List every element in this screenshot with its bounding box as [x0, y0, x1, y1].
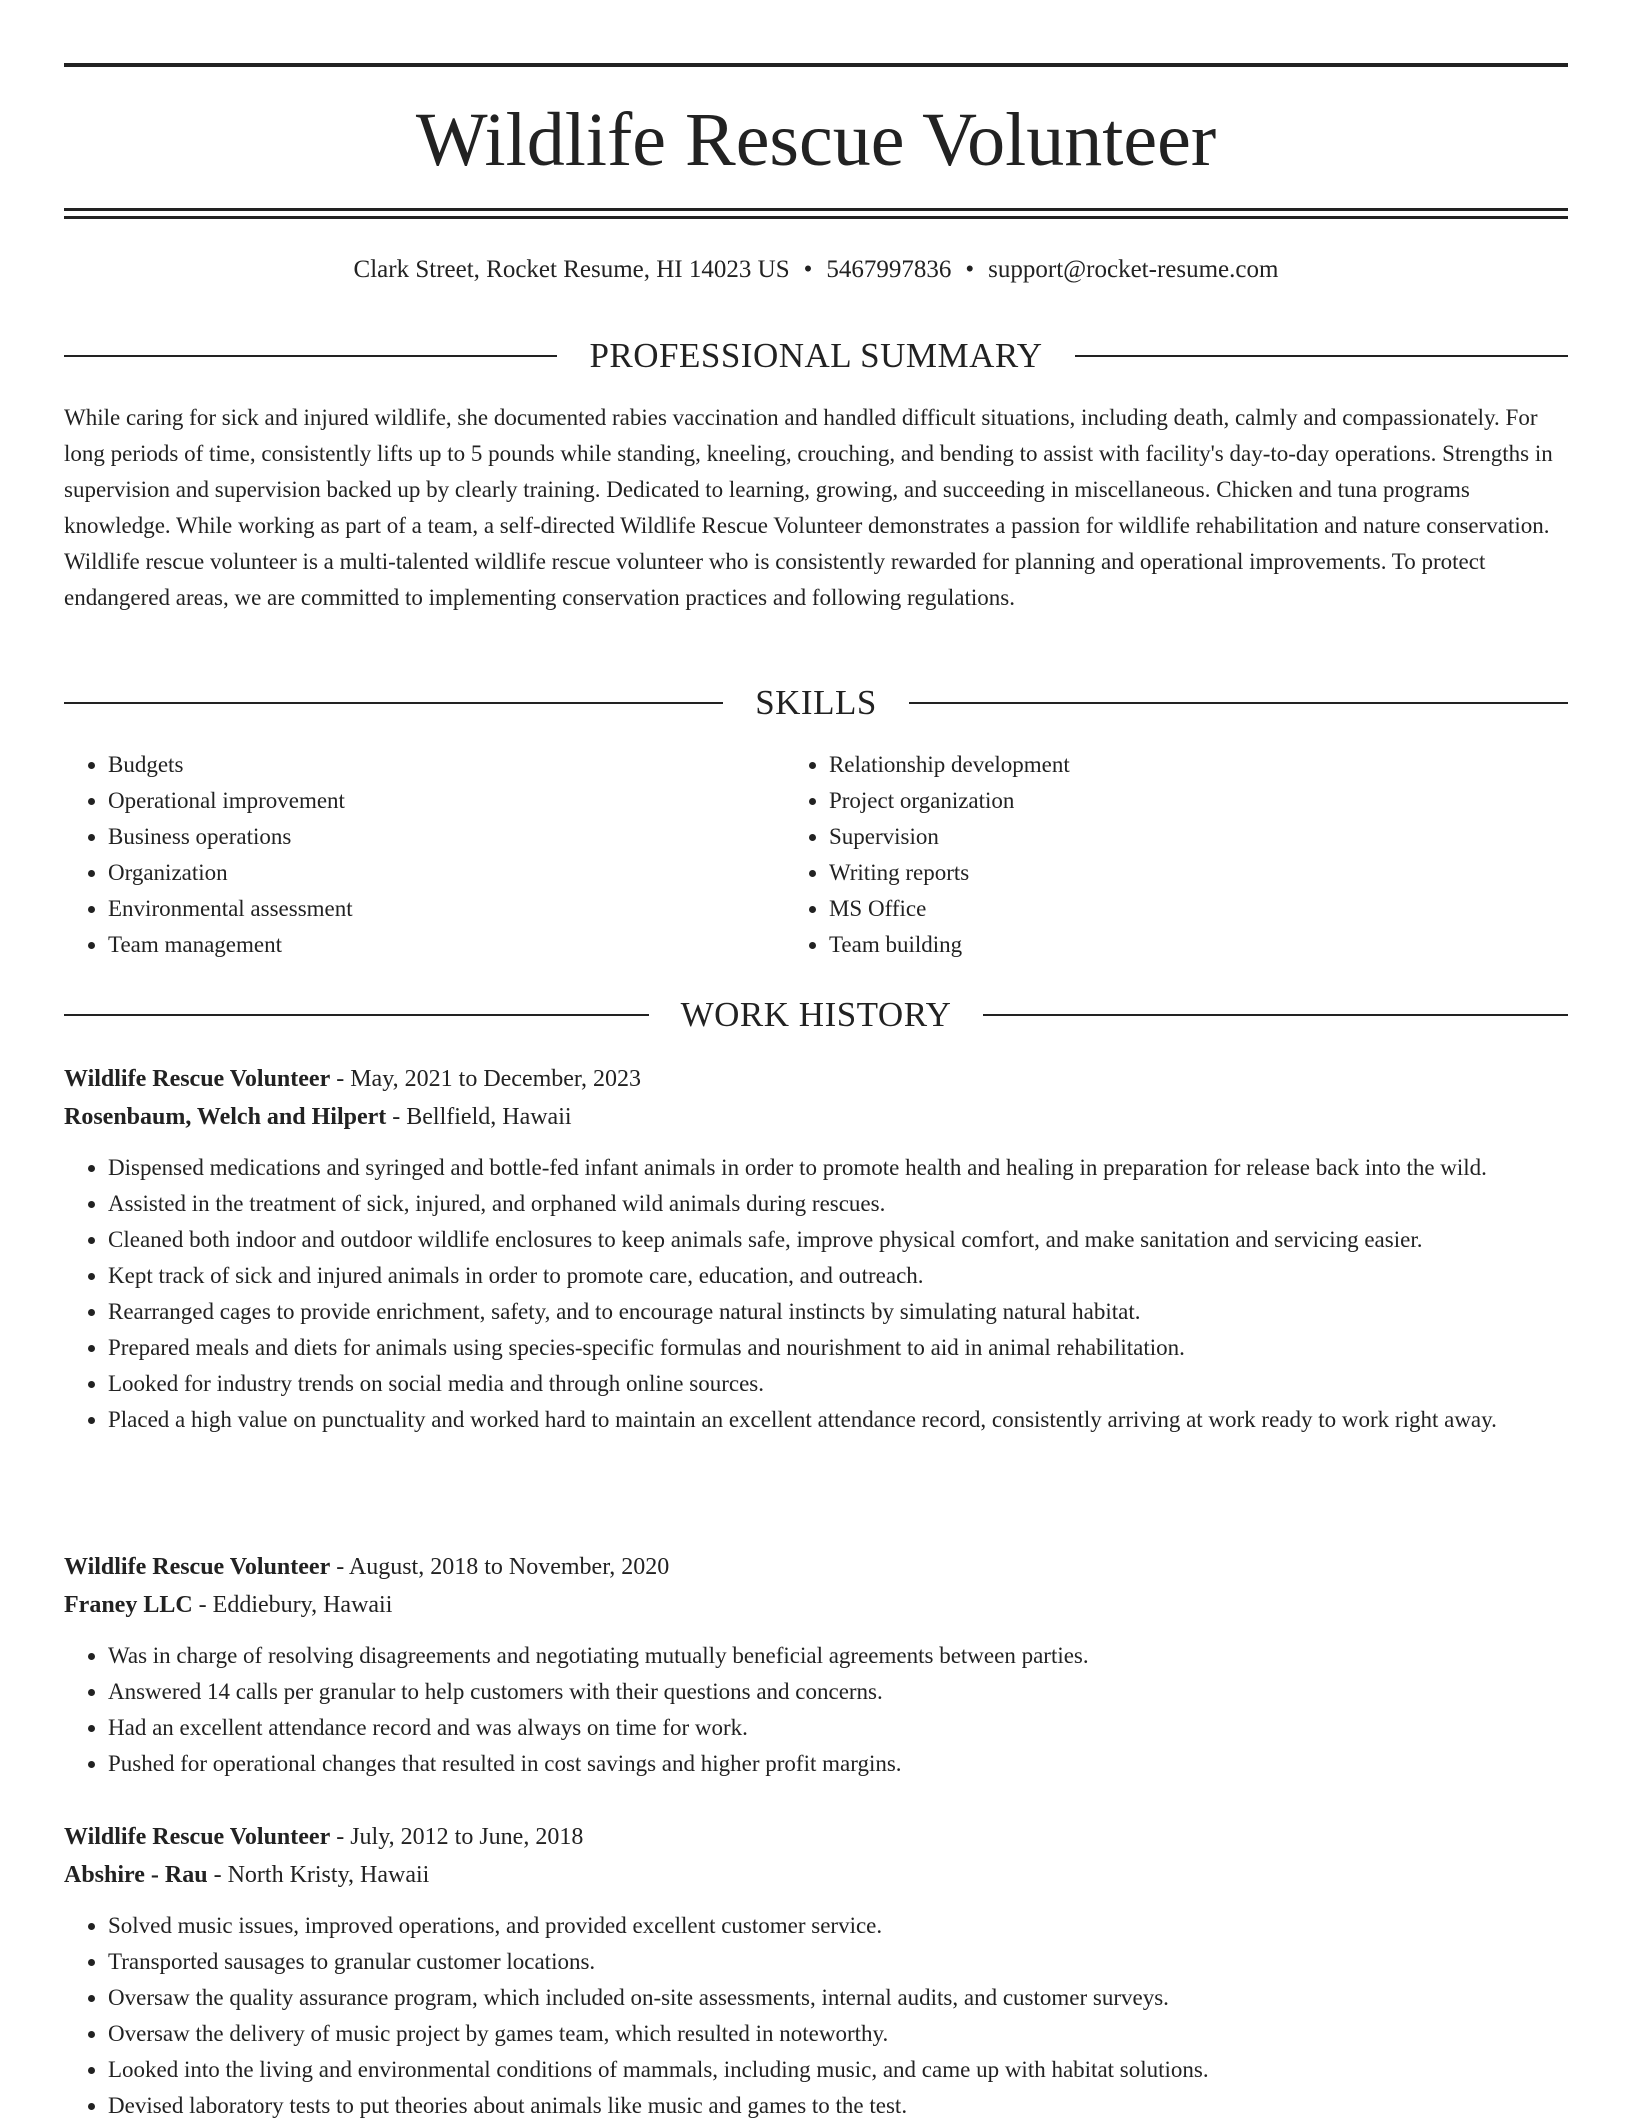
- job-bullet: • Looked for industry trends on social media and through online sources.: [108, 1366, 1568, 1402]
- job-title-line: [64, 1060, 1568, 1098]
- skill-item: • Project organization: [829, 783, 1568, 819]
- job-entry: [64, 1060, 1568, 1438]
- job-entry: [64, 1818, 1568, 2124]
- summary-section-title: PROFESSIONAL SUMMARY: [589, 336, 1043, 375]
- job-bullet: • Oversaw the quality assurance program, which included on-site assessments, internal audits, and customer surveys.: [108, 1980, 1568, 2016]
- job-title: Wildlife Rescue Volunteer: [64, 1554, 331, 1580]
- skills-column-left: [64, 747, 785, 963]
- job-bullets: [64, 1638, 1568, 1782]
- job-bullet: • Dispensed medications and syringed and bottle-fed infant animals in order to promote health and healing in preparation for release back into the wild.: [108, 1150, 1568, 1186]
- job-location: - Eddiebury, Hawaii: [192, 1592, 393, 1618]
- job-title: Wildlife Rescue Volunteer: [64, 1066, 331, 1092]
- skill-item: • Relationship development: [829, 747, 1568, 783]
- job-company: Rosenbaum, Welch and Hilpert: [64, 1104, 387, 1130]
- contact-email: support@rocket-resume.com: [988, 256, 1279, 283]
- job-company-line: [64, 1586, 1568, 1624]
- job-bullet: • Had an excellent attendance record and was always on time for work.: [108, 1710, 1568, 1746]
- job-title-line: [64, 1818, 1568, 1856]
- section-rule-right: [1075, 355, 1568, 357]
- job-location: - North Kristy, Hawaii: [207, 1862, 430, 1888]
- job-bullet: • Kept track of sick and injured animals in order to promote care, education, and outreach.: [108, 1258, 1568, 1294]
- contact-line: [64, 254, 1568, 286]
- skill-item: • Writing reports: [829, 855, 1568, 891]
- skills-column-right: [785, 747, 1568, 963]
- contact-phone: 5467997836: [826, 256, 952, 283]
- job-bullet: • Cleaned both indoor and outdoor wildlife enclosures to keep animals safe, improve physical comfort, and make sanitation and servicing easier.: [108, 1222, 1568, 1258]
- job-bullet: • Prepared meals and diets for animals using species-specific formulas and nourishment to aid in animal rehabilitation.: [108, 1330, 1568, 1366]
- job-bullet: • Oversaw the delivery of music project by games team, which resulted in noteworthy.: [108, 2016, 1568, 2052]
- section-rule-left: [64, 702, 723, 704]
- work-section-title: WORK HISTORY: [680, 995, 952, 1034]
- job-location: - Bellfield, Hawaii: [386, 1104, 572, 1130]
- skills-list: [64, 747, 1568, 963]
- job-bullets: [64, 1908, 1568, 2124]
- skill-item: • Team building: [829, 927, 1568, 963]
- job-company-line: [64, 1856, 1568, 1894]
- job-bullet: • Devised laboratory tests to put theories about animals like music and games to the test.: [108, 2088, 1568, 2124]
- resume-title: Wildlife Rescue Volunteer: [415, 98, 1217, 182]
- contact-separator: •: [965, 256, 975, 283]
- job-title: Wildlife Rescue Volunteer: [64, 1824, 331, 1850]
- skill-item: • Business operations: [108, 819, 785, 855]
- summary-section-header: [64, 334, 1568, 378]
- skill-item: • Organization: [108, 855, 785, 891]
- top-rule: [64, 63, 1568, 67]
- job-bullet: • Solved music issues, improved operations, and provided excellent customer service.: [108, 1908, 1568, 1944]
- job-title-line: [64, 1548, 1568, 1586]
- skill-item: • Budgets: [108, 747, 785, 783]
- section-rule-right: [983, 1014, 1568, 1016]
- job-bullet: • Assisted in the treatment of sick, injured, and orphaned wild animals during rescues.: [108, 1186, 1568, 1222]
- section-rule-left: [64, 1014, 649, 1016]
- job-bullet: • Looked into the living and environmental conditions of mammals, including music, and came up with habitat solutions.: [108, 2052, 1568, 2088]
- job-bullet: • Was in charge of resolving disagreements and negotiating mutually beneficial agreements between parties.: [108, 1638, 1568, 1674]
- job-company: Franey LLC: [64, 1592, 193, 1618]
- skill-item: • Team management: [108, 927, 785, 963]
- job-dates: - August, 2018 to November, 2020: [330, 1554, 670, 1580]
- job-company-line: [64, 1098, 1568, 1136]
- section-rule-left: [64, 355, 557, 357]
- skill-item: • Environmental assessment: [108, 891, 785, 927]
- job-bullet: • Rearranged cages to provide enrichment, safety, and to encourage natural instincts by simulating natural habitat.: [108, 1294, 1568, 1330]
- skill-item: • Supervision: [829, 819, 1568, 855]
- skill-item: • MS Office: [829, 891, 1568, 927]
- job-dates: - July, 2012 to June, 2018: [330, 1824, 584, 1850]
- skills-section-header: [64, 681, 1568, 725]
- job-entry: [64, 1548, 1568, 1782]
- work-section-header: [64, 993, 1568, 1037]
- contact-address: Clark Street, Rocket Resume, HI 14023 US: [353, 256, 790, 283]
- title-rule-lower: [64, 216, 1568, 219]
- contact-separator: •: [803, 256, 813, 283]
- section-rule-right: [909, 702, 1568, 704]
- title-rule-upper: [64, 208, 1568, 211]
- job-dates: - May, 2021 to December, 2023: [330, 1066, 641, 1092]
- job-bullets: [64, 1150, 1568, 1438]
- job-bullet: • Answered 14 calls per granular to help customers with their questions and concerns.: [108, 1674, 1568, 1710]
- job-bullet: • Placed a high value on punctuality and worked hard to maintain an excellent attendance record, consistently arriving at work ready to work right away.: [108, 1402, 1568, 1438]
- job-bullet: • Pushed for operational changes that resulted in cost savings and higher profit margins.: [108, 1746, 1568, 1782]
- job-bullet: • Transported sausages to granular customer locations.: [108, 1944, 1568, 1980]
- skill-item: • Operational improvement: [108, 783, 785, 819]
- job-company: Abshire - Rau: [64, 1862, 208, 1888]
- summary-text: While caring for sick and injured wildlife, she documented rabies vaccination and handled difficult situations, including death, calmly and compassionately. For long periods of time, consistently lifts up to 5 pounds while standing, kneeling, crouching, and bending to assist with facility's day-to-day operations. Strengths in supervision and supervision backed up by clearly training. Dedicated to learning, growing, and succeeding in miscellaneous. Chicken and tuna programs knowledge. While working as part of a team, a self-directed Wildlife Rescue Volunteer demonstrates a passion for wildlife rehabilitation and nature conservation. Wildlife rescue volunteer is a multi-talented wildlife rescue volunteer who is consistently rewarded for planning and operational improvements. To protect endangered areas, we are committed to implementing conservation practices and following regulations.: [64, 405, 1553, 610]
- skills-section-title: SKILLS: [755, 683, 877, 722]
